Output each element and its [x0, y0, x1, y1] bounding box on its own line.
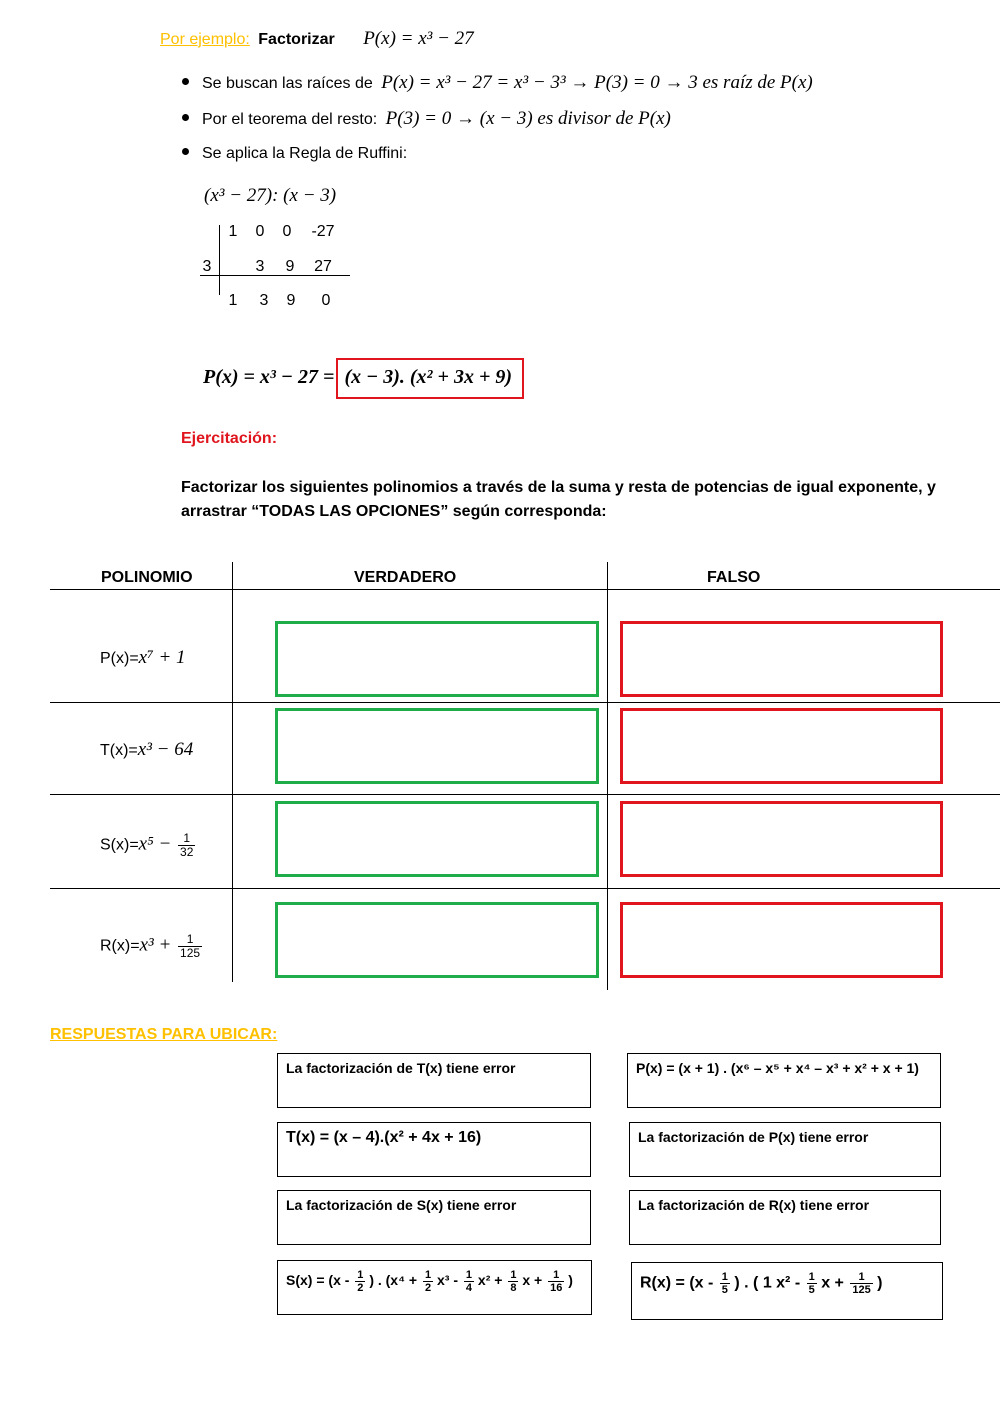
bullet-math: P(x) = x³ − 27 = x³ − 3³ → P(3) = 0 → 3 es raíz de P(x) — [381, 72, 813, 93]
fraction-numerator: 1 — [721, 1271, 728, 1283]
card-text: La factorización de P(x) tiene error — [638, 1129, 869, 1145]
table-line — [232, 562, 233, 982]
card-text: R(x) = (x - — [640, 1274, 714, 1292]
fraction-numerator: 1 — [510, 1269, 517, 1281]
table-line — [50, 702, 1000, 703]
result-highlight-box: (x − 3). (x² + 3x + 9) — [336, 358, 524, 399]
fraction-numerator: 1 — [850, 1271, 872, 1284]
ruffini-cell: 9 — [286, 292, 296, 309]
drop-zone-verdadero-t[interactable] — [275, 708, 599, 784]
row-expression: x⁵ − — [138, 833, 177, 855]
card-text: x + — [522, 1272, 543, 1289]
fraction-denominator: 2 — [424, 1282, 432, 1294]
bullet-ruffini — [182, 145, 407, 163]
fraction-denominator: 125 — [852, 1284, 871, 1296]
ruffini-title: (x³ − 27): (x − 3) — [204, 185, 337, 206]
card-text: ) — [877, 1274, 883, 1292]
card-text: ) . ( 1 x² - — [734, 1274, 801, 1292]
fraction-denominator: 16 — [550, 1282, 563, 1294]
example-label: Por ejemplo: — [160, 31, 250, 48]
drop-zone-verdadero-s[interactable] — [275, 801, 599, 877]
header-falso: FALSO — [707, 569, 761, 586]
card-fraction — [355, 1269, 365, 1294]
answer-card-t-error[interactable] — [277, 1053, 591, 1108]
table-line — [50, 794, 1000, 795]
answer-card-s-factorization[interactable] — [277, 1260, 592, 1315]
example-word: Factorizar — [258, 31, 335, 48]
factorization-result — [203, 358, 524, 399]
ruffini-cell: 27 — [314, 258, 332, 275]
table-line — [607, 562, 608, 990]
bullet-dot-icon — [182, 78, 189, 85]
card-fraction — [508, 1269, 518, 1294]
fraction-numerator: 1 — [357, 1269, 364, 1281]
answer-card-r-error[interactable] — [629, 1190, 941, 1245]
table-line — [50, 589, 1000, 590]
card-fraction — [850, 1271, 872, 1296]
bullet-text: Se aplica la Regla de Ruffini: — [202, 145, 408, 162]
bullet-text: Por el teorema del resto: — [202, 111, 378, 128]
bullet-dot-icon — [182, 148, 189, 155]
header-verdadero: VERDADERO — [354, 569, 457, 586]
card-fraction — [807, 1271, 817, 1296]
card-text: x² + — [477, 1272, 503, 1289]
bullet-math: P(3) = 0 → (x − 3) es divisor de P(x) — [385, 108, 671, 129]
ruffini-cell: 3 — [259, 292, 269, 309]
example-polynomial: P(x) = x³ − 27 — [363, 28, 474, 49]
fraction-denominator: 5 — [808, 1284, 815, 1296]
row-expression: x³ + — [139, 934, 177, 956]
card-text: ) — [568, 1272, 573, 1289]
ruffini-cell: 1 — [228, 223, 238, 240]
fraction-numerator: 1 — [178, 832, 195, 846]
bullet-roots — [182, 72, 813, 94]
exercise-title: Ejercitación: — [181, 430, 278, 447]
card-text: x³ - — [437, 1272, 458, 1289]
row-label-t — [100, 739, 193, 761]
row-prefix: P(x)= — [100, 650, 139, 667]
fraction-numerator: 1 — [808, 1271, 815, 1283]
bullet-remainder-theorem — [182, 108, 671, 130]
header-polinomio: POLINOMIO — [101, 569, 193, 586]
fraction-denominator: 32 — [180, 845, 194, 859]
row-label-p — [100, 647, 186, 669]
row-label-r — [100, 933, 202, 960]
bullet-text: Se buscan las raíces de — [202, 75, 373, 92]
drop-zone-verdadero-r[interactable] — [275, 902, 599, 978]
drop-zone-falso-s[interactable] — [620, 801, 943, 877]
answer-card-t-factorization[interactable] — [277, 1122, 591, 1177]
drop-zone-falso-p[interactable] — [620, 621, 943, 697]
exercise-instruction: Factorizar los siguientes polinomios a través de la suma y resta de potencias de igual exponente, y arrastrar “TODAS LAS OPCIONES” según corresponda: — [181, 479, 936, 520]
card-text: S(x) = (x - — [286, 1272, 350, 1289]
card-fraction — [548, 1269, 564, 1294]
ruffini-divisor: 3 — [202, 258, 212, 275]
ruffini-cell: 0 — [321, 292, 331, 309]
answer-card-s-error[interactable] — [277, 1190, 591, 1245]
ruffini-cell: 0 — [282, 223, 292, 240]
fraction-numerator: 1 — [424, 1269, 432, 1281]
fraction-denominator: 2 — [357, 1282, 364, 1294]
card-fraction — [423, 1269, 433, 1294]
row-fraction — [178, 933, 202, 960]
card-text: T(x) = (x – 4).(x² + 4x + 16) — [286, 1129, 482, 1146]
fraction-denominator: 8 — [510, 1282, 517, 1294]
fraction-denominator: 5 — [721, 1284, 728, 1296]
example-header — [160, 28, 474, 50]
row-expression: x³ − 64 — [137, 739, 194, 760]
ruffini-scheme — [198, 185, 368, 315]
ruffini-cell: 3 — [255, 258, 265, 275]
drop-zone-verdadero-p[interactable] — [275, 621, 599, 697]
card-text: P(x) = (x + 1) . (x⁶ – x⁵ + x⁴ – x³ + x² + x + 1) — [636, 1060, 919, 1076]
row-label-s — [100, 832, 195, 859]
drop-zone-falso-r[interactable] — [620, 902, 943, 978]
ruffini-cell: 1 — [228, 292, 238, 309]
fraction-numerator: 1 — [548, 1269, 564, 1282]
ruffini-cell: 9 — [285, 258, 295, 275]
drop-zone-falso-t[interactable] — [620, 708, 943, 784]
fraction-numerator: 1 — [465, 1269, 473, 1281]
row-prefix: S(x)= — [100, 836, 139, 854]
card-fraction — [720, 1271, 730, 1296]
row-prefix: R(x)= — [100, 937, 140, 955]
row-prefix: T(x)= — [100, 742, 138, 759]
result-left: P(x) = x³ − 27 = — [203, 366, 335, 388]
card-text: La factorización de T(x) tiene error — [286, 1060, 516, 1076]
fraction-numerator: 1 — [178, 933, 202, 947]
fraction-denominator: 4 — [465, 1282, 473, 1294]
answer-card-p-error[interactable] — [629, 1122, 941, 1177]
answer-card-p-factorization[interactable] — [627, 1053, 941, 1108]
card-text: x + — [821, 1274, 844, 1292]
fraction-denominator: 125 — [180, 946, 201, 960]
card-fraction — [464, 1269, 474, 1294]
answer-card-r-factorization[interactable] — [631, 1262, 943, 1320]
card-text: ) . (x⁴ + — [369, 1272, 418, 1289]
card-text: La factorización de R(x) tiene error — [638, 1197, 870, 1213]
table-line — [50, 888, 1000, 889]
row-expression: x⁷ + 1 — [138, 647, 186, 668]
card-text: La factorización de S(x) tiene error — [286, 1197, 517, 1213]
row-fraction — [178, 832, 195, 859]
answers-title: RESPUESTAS PARA UBICAR: — [50, 1026, 278, 1043]
bullet-dot-icon — [182, 114, 189, 121]
ruffini-cell: -27 — [311, 223, 335, 240]
ruffini-cell: 0 — [255, 223, 265, 240]
